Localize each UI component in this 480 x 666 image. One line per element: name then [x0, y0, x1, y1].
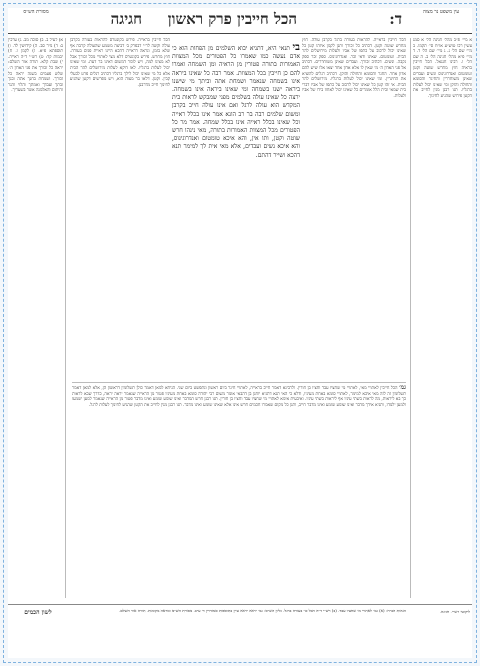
rashi-commentary [302, 38, 406, 378]
gemara-opening-word: בי [292, 44, 300, 53]
footer-notes: הגהות הב״ח: (א) גמ׳ לאתויי מי שחציו עבד. (ב) רש״י ד״ה הכל כו׳ בעזרה ברגל. גליון הש״ס: גמ׳ יראה יראה עיין בתוספות סנהדרין ד׳ ע״ב. מסורת הש״ס ומראה מקומות. תורה אור השלם. [119, 608, 406, 613]
lower-commentary [72, 382, 406, 598]
ein-mishpat-heading: עין משפט נר מצוה [422, 9, 460, 15]
ein-mishpat-column [410, 38, 472, 598]
lower-text: הכל חייבין לאתויי מאי, לאתויי מי שחציו עבד וחציו בן חורין. ולרבינא דאמר חייב בראייה, לאתויי חיגר ביום ראשון ונתפשט ביום שני. הניחא למאן דאמר כולן תשלומין דראשון הן, אלא למאן דאמר תשלומין זה לזה מאי איכא למימר, לאתויי סומא באחת מעיניו, ודלא כי האי תנא דתניא יוחנן בן דהבאי אומר משום רבי יהודה סומא באחת מעיניו פטור מן הראייה שנאמר יראה יראה, כדרך שבא לראות כך בא ליראות, מה לראות בשתי עיניו אף ליראות בשתי עיניו. ואיבעית אימא לאתויי מי שחציו עבד וחציו בן חורין. תנו רבנן חרש המדבר ואינו שומע שומע ואינו מדבר פטור מן הראייה שנאמר למען ישמעו ולמען ילמדו, ותניא אידך מדבר ואינו שומע שומע ואינו מדבר חייב, ותנן כל מקום שאמרו חכמים חרש אינו אלא שאינו שומע ואינו מדבר. תנו רבנן מנין לחייב את הקטן שהגיע לחינוך לעלות לרגל. [72, 386, 406, 408]
footer-corner-left: לשון הכמים [24, 609, 52, 616]
gemara-text: תנאי היא, דתניא יבוא השלמים מן הפחות הוא כי אדם נעשה כמו שאמרו כל הפטורים מכל המצוות האמורות בתורה פטורין מן הראיה ומן השמחה ואמרו להם כן חייבין בכל המצוות. אמר רבה כל שאינו ביראה אינו בשמחה שנאמר ושמחת אתה וביתך מי שישנו ביראה ישנו בשמחה ומי שאינו ביראה אינו בשמחה. ירצה כל שאינו עולה בשלמים מפני שמבקש לראות בית המקדש הוא עולה לרגל ואם אינו עולה חייב בקרבן ומשום שלמים רבה בר רב הונא אמר אינו בכלל ראייה וכל שאינו בכלל ראייה אינו בכלל שמחה. אמר מר כל הפטורים מכל המצוות האמורות בתורה, מאי נינהו חרש שוטה וקטן, ותו אין, והא איכא טומטום ואנדרוגינוס, והא איכא נשים ועבדים, אלא מאי אית לך למימר תנא דהכא ושייר דהתם. [172, 45, 300, 159]
folio-number: ד: [389, 10, 402, 28]
tractate-title: חגיגה [110, 10, 142, 28]
ein-mishpat-text: א מיי׳ פ״ב מהל׳ חגיגה הל׳ א סמג עשין רכו טוש״ע או״ח סי׳ תקמו. ב מיי׳ שם הל׳ ג. ג מיי׳ שם הל׳ ד. ד מיי׳ פ״א מהל׳ חגיגה הל׳ ב. ה שם הל׳ ו. רבינו חננאל. הכל חייבין בראיה חוץ מחרש שוטה וקטן וטומטום ואנדרוגינוס ונשים ועבדים שאינן משוחררין והחיגר והסומא והחולה והזקן ומי שאינו יכול לעלות ברגליו. תנו רבנן מנין לחייב את הקטן פירוש שהגיע לחינוך. [413, 38, 472, 99]
chapter-title: הכל חייבין פרק ראשון [167, 10, 297, 28]
tosafot-commentary [70, 38, 170, 378]
page-header [8, 8, 472, 34]
masoret-heading: מסורת הש״ס [23, 9, 49, 15]
rashi-text: הכל חייבין בראייה. להראות בעזרה ברגל בקרבן עולה. חוץ מחרש שוטה וקטן. דכתיב כל זכורך ותנן לקמן איזהו קטן כל שאינו יכול לרכוב על כתפו של אביו ולעלות מירושלים להר הבית. וטומטום. שאינו ודאי זכר. ואנדרוגינוס. ספק זכר ספק נקבה. ונשים. דכתיב זכורך. ועבדים שאינן משוחררים. דכתיב אל פני האדון ה׳ מי שאין לו אלא אדון אחד יצאו אלו שיש להם אדון אחר. החגר והסומא והחולה והזקן. דכתיב רגלים להוציא את החיגרין. ומי שאינו יכול לעלות ברגליו. מירושלים להר הבית. אי זהו קטן כל שאינו יכול לרכוב על כתפו של אביו דברי בית שמאי ובית הלל אומרים כל שאינו יכול לאחוז בידו של אביו ולעלות. [302, 38, 406, 99]
tosafot-text: הכל חייבין בראייה. פירש בקונטרס להראות בעזרה בקרבן עולה וקשה לר״י דבפרק ב׳ דביצה משמע שהעולה קרבה אף שלא בזמן, ונראה דראייה דהכא היינו ראיית פנים בעזרה. חוץ מחרש. פירש בקונטרס דלא מצי לאתויי מכל זכורך אבל לא מצינו למה, ויש לומר דמשום דאינו בר דעת. ומי שאינו יכול לעלות ברגליו. לאו דוקא לעלות מירושלים להר הבית אלא כל מי שאינו יכול לילך ברגליו דכתיב רגלים פרט לבעלי קבין. וקטן. דלאו בר מצוה הוא, ויש מפרשים דקטן שהגיע לחינוך חייב מדרבנן. [70, 38, 170, 88]
masoret-column [8, 38, 66, 598]
talmud-page [8, 8, 472, 658]
lower-label: גמ׳ [399, 384, 406, 391]
gemara-main-text [172, 44, 300, 374]
footer-corner-right: ליקוטי רש״י. חגיגה. [439, 609, 470, 614]
masoret-text: א) לעיל ב. ב) סוכה מב. ג) ערכין ב: ד) נזיר סב. ה) קידושין לד. ו) תוספתא פ״א. ז) לקמן ו. ח) יבמות קד: ט) רש״י ד״ה ראייה. י) שבת קלא. תורה אור השלם: יראה כל זכורך את פני האדון ה׳. שלש פעמים בשנה יראה כל זכורך. ושמחת בחגך אתה ובנך ובתך ועבדך ואמתך והלוי והגר והיתום והאלמנה אשר בשעריך. [8, 38, 63, 94]
page-footer [8, 604, 472, 658]
